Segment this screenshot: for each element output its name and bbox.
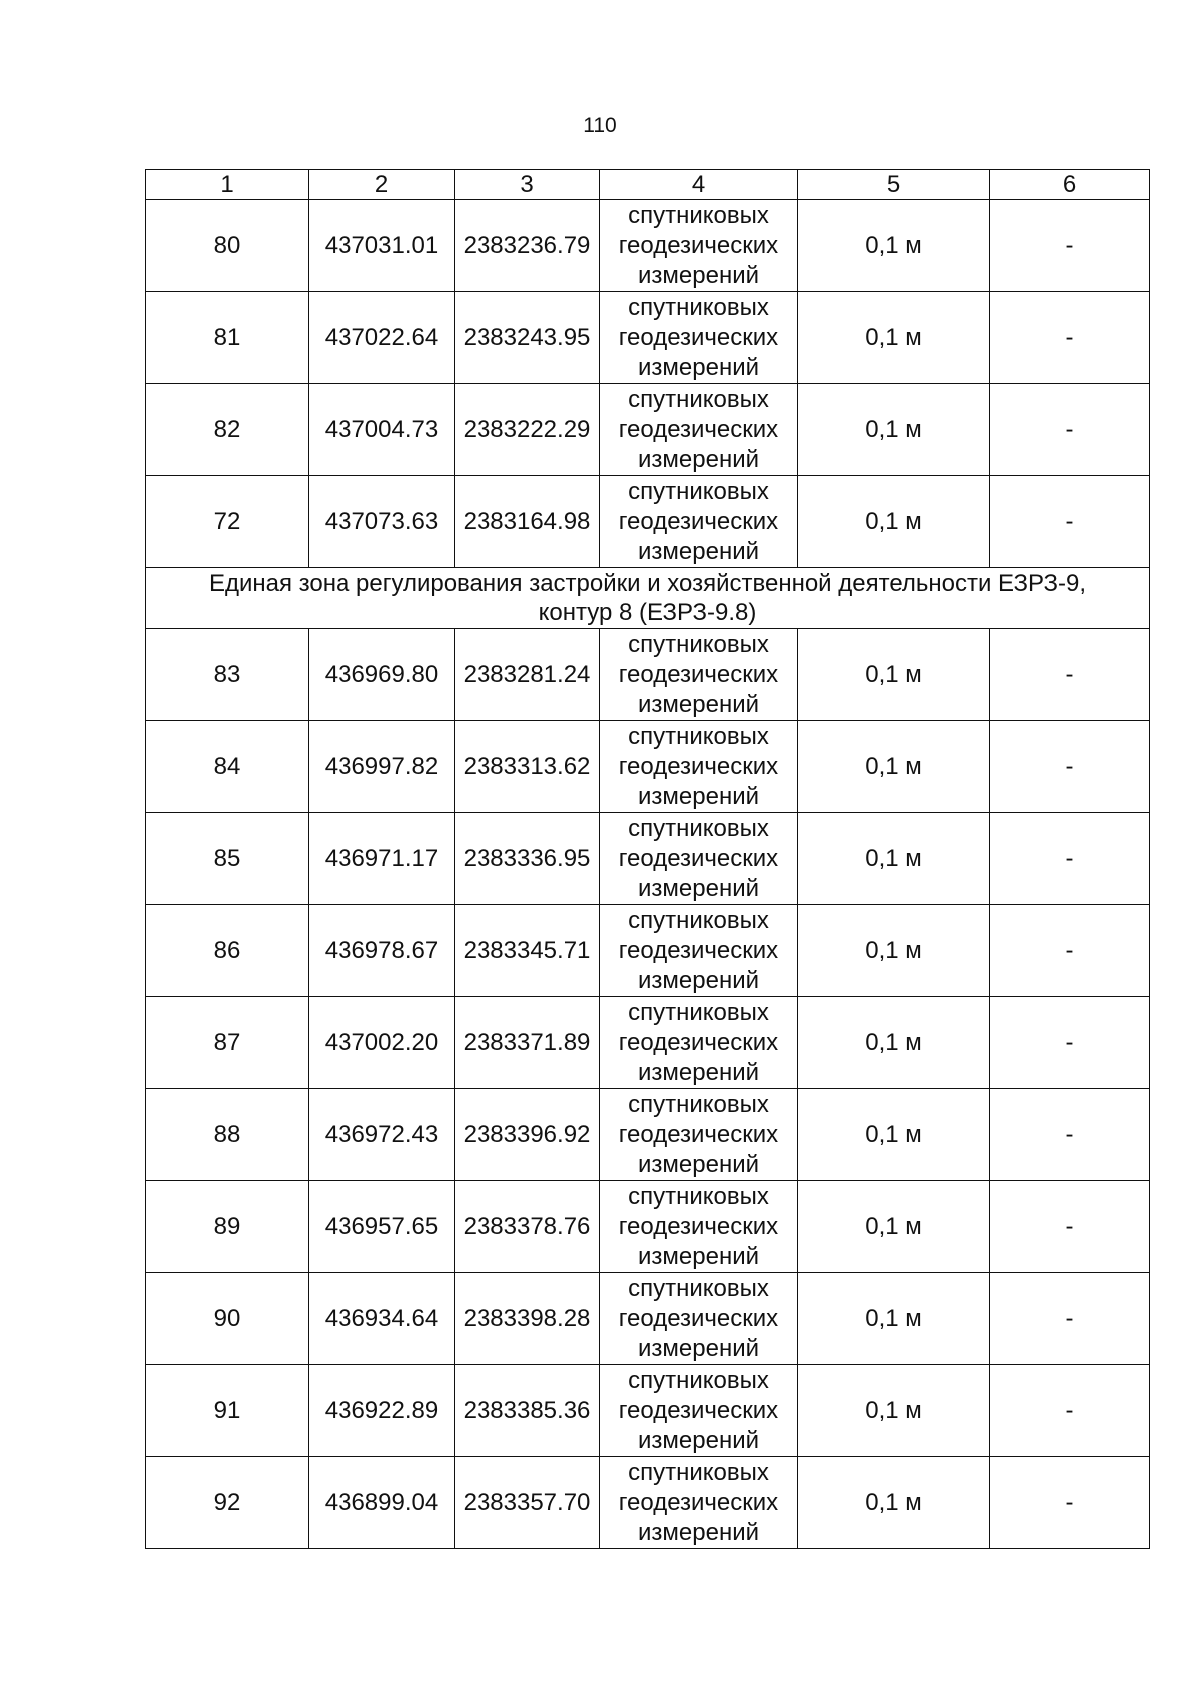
method-line: геодезических xyxy=(618,1304,779,1332)
x-coordinate-cell: 436972.43 xyxy=(309,1089,455,1181)
column-header: 3 xyxy=(455,170,600,200)
method-line: измерений xyxy=(637,1058,760,1086)
method-line: измерений xyxy=(637,445,760,473)
point-number-cell: 86 xyxy=(146,905,309,997)
method-cell xyxy=(600,384,798,476)
method-line: геодезических xyxy=(618,1028,779,1056)
table-row xyxy=(146,384,1150,476)
column-header: 4 xyxy=(600,170,798,200)
method-cell xyxy=(600,476,798,568)
note-cell: - xyxy=(990,292,1150,384)
method-line: спутниковых xyxy=(628,1090,769,1118)
table-row xyxy=(146,1089,1150,1181)
table-row xyxy=(146,1457,1150,1549)
table-row xyxy=(146,813,1150,905)
method-line: геодезических xyxy=(618,507,779,535)
method-line: геодезических xyxy=(618,1120,779,1148)
point-number-cell: 90 xyxy=(146,1273,309,1365)
page-number: 110 xyxy=(583,114,617,137)
method-cell xyxy=(600,1457,798,1549)
x-coordinate-cell: 436971.17 xyxy=(309,813,455,905)
method-line: спутниковых xyxy=(628,1274,769,1302)
note-cell: - xyxy=(990,721,1150,813)
x-coordinate-cell: 436922.89 xyxy=(309,1365,455,1457)
method-cell xyxy=(600,1181,798,1273)
table-row xyxy=(146,200,1150,292)
accuracy-cell: 0,1 м xyxy=(798,1089,990,1181)
method-line: спутниковых xyxy=(628,1182,769,1210)
x-coordinate-cell: 437031.01 xyxy=(309,200,455,292)
method-line: геодезических xyxy=(618,660,779,688)
y-coordinate-cell: 2383396.92 xyxy=(455,1089,600,1181)
accuracy-cell: 0,1 м xyxy=(798,384,990,476)
note-cell: - xyxy=(990,1181,1150,1273)
method-cell xyxy=(600,721,798,813)
y-coordinate-cell: 2383222.29 xyxy=(455,384,600,476)
y-coordinate-cell: 2383313.62 xyxy=(455,721,600,813)
x-coordinate-cell: 436934.64 xyxy=(309,1273,455,1365)
method-line: измерений xyxy=(637,966,760,994)
point-number-cell: 83 xyxy=(146,629,309,721)
method-cell xyxy=(600,1089,798,1181)
method-line: спутниковых xyxy=(628,814,769,842)
table-row xyxy=(146,905,1150,997)
table-row xyxy=(146,292,1150,384)
method-line: измерений xyxy=(637,261,760,289)
note-cell: - xyxy=(990,905,1150,997)
note-cell: - xyxy=(990,1089,1150,1181)
accuracy-cell: 0,1 м xyxy=(798,1365,990,1457)
y-coordinate-cell: 2383236.79 xyxy=(455,200,600,292)
method-cell xyxy=(600,1365,798,1457)
point-number-cell: 92 xyxy=(146,1457,309,1549)
note-cell: - xyxy=(990,997,1150,1089)
method-line: измерений xyxy=(637,690,760,718)
table-row xyxy=(146,1181,1150,1273)
point-number-cell: 81 xyxy=(146,292,309,384)
x-coordinate-cell: 437002.20 xyxy=(309,997,455,1089)
accuracy-cell: 0,1 м xyxy=(798,813,990,905)
accuracy-cell: 0,1 м xyxy=(798,1181,990,1273)
method-line: спутниковых xyxy=(628,630,769,658)
y-coordinate-cell: 2383336.95 xyxy=(455,813,600,905)
method-cell xyxy=(600,292,798,384)
y-coordinate-cell: 2383398.28 xyxy=(455,1273,600,1365)
method-line: геодезических xyxy=(618,1396,779,1424)
column-header: 5 xyxy=(798,170,990,200)
x-coordinate-cell: 437004.73 xyxy=(309,384,455,476)
accuracy-cell: 0,1 м xyxy=(798,997,990,1089)
note-cell: - xyxy=(990,1273,1150,1365)
method-line: спутниковых xyxy=(628,1366,769,1394)
accuracy-cell: 0,1 м xyxy=(798,905,990,997)
accuracy-cell: 0,1 м xyxy=(798,1457,990,1549)
y-coordinate-cell: 2383281.24 xyxy=(455,629,600,721)
point-number-cell: 85 xyxy=(146,813,309,905)
method-line: измерений xyxy=(637,782,760,810)
method-cell xyxy=(600,813,798,905)
section-row xyxy=(146,568,1150,629)
accuracy-cell: 0,1 м xyxy=(798,1273,990,1365)
point-number-cell: 84 xyxy=(146,721,309,813)
method-line: геодезических xyxy=(618,415,779,443)
x-coordinate-cell: 436899.04 xyxy=(309,1457,455,1549)
method-line: геодезических xyxy=(618,1488,779,1516)
x-coordinate-cell: 437022.64 xyxy=(309,292,455,384)
method-line: геодезических xyxy=(618,752,779,780)
coordinates-table xyxy=(145,169,1150,1549)
point-number-cell: 72 xyxy=(146,476,309,568)
point-number-cell: 88 xyxy=(146,1089,309,1181)
note-cell: - xyxy=(990,629,1150,721)
table-row xyxy=(146,1365,1150,1457)
method-line: измерений xyxy=(637,1518,760,1546)
y-coordinate-cell: 2383385.36 xyxy=(455,1365,600,1457)
accuracy-cell: 0,1 м xyxy=(798,721,990,813)
y-coordinate-cell: 2383345.71 xyxy=(455,905,600,997)
x-coordinate-cell: 437073.63 xyxy=(309,476,455,568)
y-coordinate-cell: 2383164.98 xyxy=(455,476,600,568)
method-line: геодезических xyxy=(618,844,779,872)
note-cell: - xyxy=(990,384,1150,476)
y-coordinate-cell: 2383243.95 xyxy=(455,292,600,384)
table-row xyxy=(146,721,1150,813)
method-line: спутниковых xyxy=(628,293,769,321)
note-cell: - xyxy=(990,1365,1150,1457)
x-coordinate-cell: 436957.65 xyxy=(309,1181,455,1273)
rows-after-section xyxy=(146,629,1150,1549)
point-number-cell: 80 xyxy=(146,200,309,292)
method-cell xyxy=(600,200,798,292)
method-line: спутниковых xyxy=(628,385,769,413)
section-title-line1: Единая зона регулирования застройки и хозяйственной деятельности ЕЗРЗ-9, xyxy=(208,570,1087,597)
accuracy-cell: 0,1 м xyxy=(798,200,990,292)
note-cell: - xyxy=(990,200,1150,292)
note-cell: - xyxy=(990,476,1150,568)
point-number-cell: 91 xyxy=(146,1365,309,1457)
method-line: измерений xyxy=(637,1426,760,1454)
accuracy-cell: 0,1 м xyxy=(798,292,990,384)
table-row xyxy=(146,476,1150,568)
note-cell: - xyxy=(990,1457,1150,1549)
method-cell xyxy=(600,997,798,1089)
y-coordinate-cell: 2383357.70 xyxy=(455,1457,600,1549)
method-line: спутниковых xyxy=(628,998,769,1026)
column-header: 1 xyxy=(146,170,309,200)
column-header: 2 xyxy=(309,170,455,200)
accuracy-cell: 0,1 м xyxy=(798,476,990,568)
method-line: измерений xyxy=(637,1242,760,1270)
method-line: спутниковых xyxy=(628,201,769,229)
method-line: спутниковых xyxy=(628,477,769,505)
column-header: 6 xyxy=(990,170,1150,200)
method-line: спутниковых xyxy=(628,906,769,934)
method-line: измерений xyxy=(637,874,760,902)
method-line: геодезических xyxy=(618,323,779,351)
table-row xyxy=(146,997,1150,1089)
y-coordinate-cell: 2383378.76 xyxy=(455,1181,600,1273)
x-coordinate-cell: 436997.82 xyxy=(309,721,455,813)
header-row xyxy=(146,170,1150,200)
method-line: спутниковых xyxy=(628,1458,769,1486)
method-line: измерений xyxy=(637,1150,760,1178)
point-number-cell: 82 xyxy=(146,384,309,476)
method-line: геодезических xyxy=(618,1212,779,1240)
section-title-line2: контур 8 (ЕЗРЗ-9.8) xyxy=(538,599,757,626)
y-coordinate-cell: 2383371.89 xyxy=(455,997,600,1089)
method-cell xyxy=(600,905,798,997)
method-cell xyxy=(600,1273,798,1365)
rows-before-section xyxy=(146,200,1150,568)
x-coordinate-cell: 436978.67 xyxy=(309,905,455,997)
point-number-cell: 87 xyxy=(146,997,309,1089)
method-cell xyxy=(600,629,798,721)
method-line: геодезических xyxy=(618,936,779,964)
accuracy-cell: 0,1 м xyxy=(798,629,990,721)
table-row xyxy=(146,629,1150,721)
section-body xyxy=(146,568,1150,629)
x-coordinate-cell: 436969.80 xyxy=(309,629,455,721)
method-line: измерений xyxy=(637,1334,760,1362)
table-row xyxy=(146,1273,1150,1365)
method-line: спутниковых xyxy=(628,722,769,750)
point-number-cell: 89 xyxy=(146,1181,309,1273)
section-title xyxy=(146,568,1150,629)
method-line: измерений xyxy=(637,353,760,381)
note-cell: - xyxy=(990,813,1150,905)
method-line: измерений xyxy=(637,537,760,565)
method-line: геодезических xyxy=(618,231,779,259)
